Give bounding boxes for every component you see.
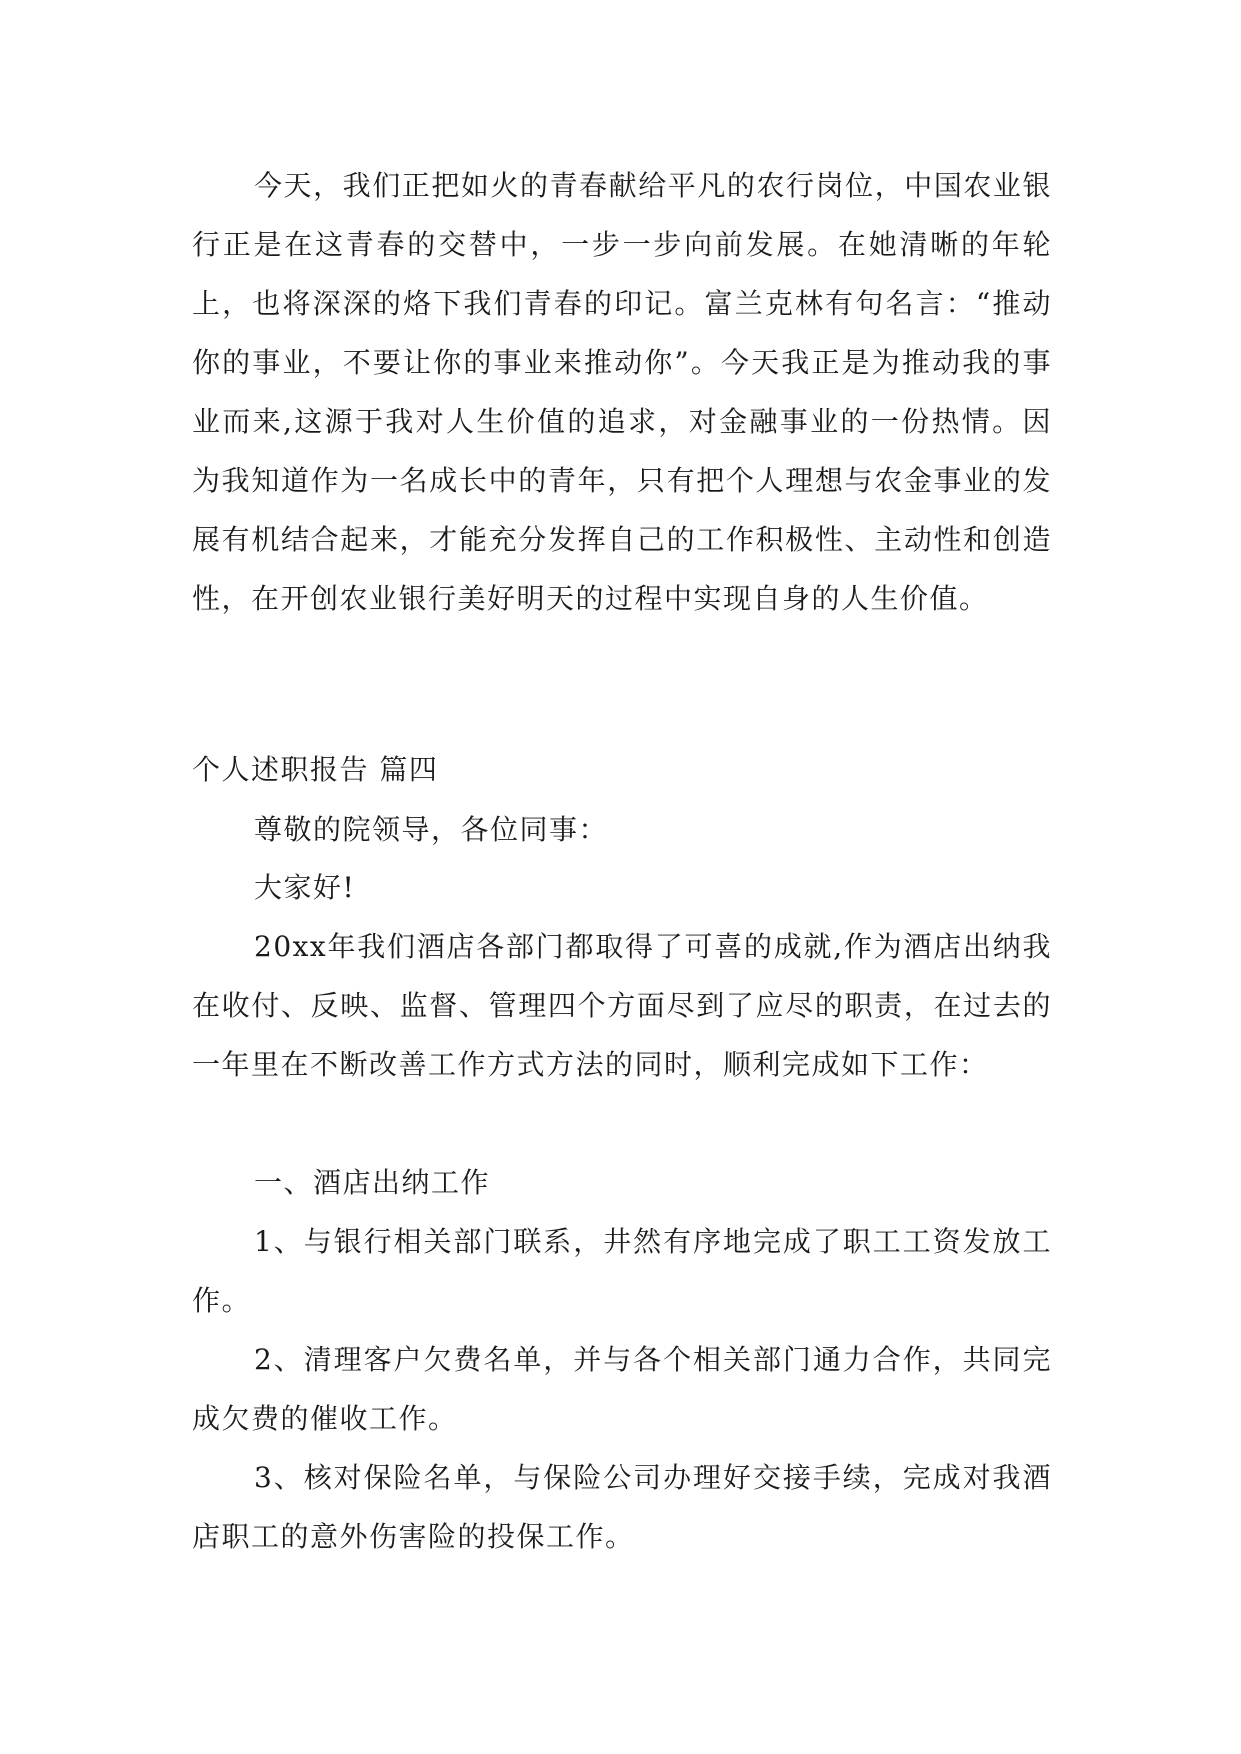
list-item: 2、清理客户欠费名单，并与各个相关部门通力合作，共同完成欠费的催收工作。 — [192, 1343, 1052, 1435]
greeting-line: 大家好! — [254, 871, 356, 904]
list-item: 3、核对保险名单，与保险公司办理好交接手续，完成对我酒店职工的意外伤害险的投保工作。 — [192, 1461, 1052, 1553]
intro-paragraph: 今天，我们正把如火的青春献给平凡的农行岗位，中国农业银行正是在这青春的交替中，一步一步向前发展。在她清晰的年轮上，也将深深的烙下我们青春的印记。富兰克林有句名言：“推动你的事业，不要让你的事业来推动你”。今天我正是为推动我的事业而来,这源于我对人生价值的追求，对金融事业的一份热情。因为我知道作为一名成长中的青年，只有把个人理想与农金事业的发展有机结合起来，才能充分发挥自己的工作积极性、主动性和创造性，在开创农业银行美好明天的过程中实现自身的人生价值。 — [192, 169, 1052, 615]
section-title: 一、酒店出纳工作 — [254, 1166, 491, 1199]
report-paragraph: 20xx年我们酒店各部门都取得了可喜的成就,作为酒店出纳我在收付、反映、监督、管理四个方面尽到了应尽的职责，在过去的一年里在不断改善工作方式方法的同时，顺利完成如下工作： — [192, 930, 1052, 1081]
salutation-line: 尊敬的院领导，各位同事： — [254, 813, 609, 846]
list-item: 1、与银行相关部门联系，井然有序地完成了职工工资发放工作。 — [192, 1225, 1052, 1317]
section-heading: 个人述职报告 篇四 — [192, 753, 439, 786]
